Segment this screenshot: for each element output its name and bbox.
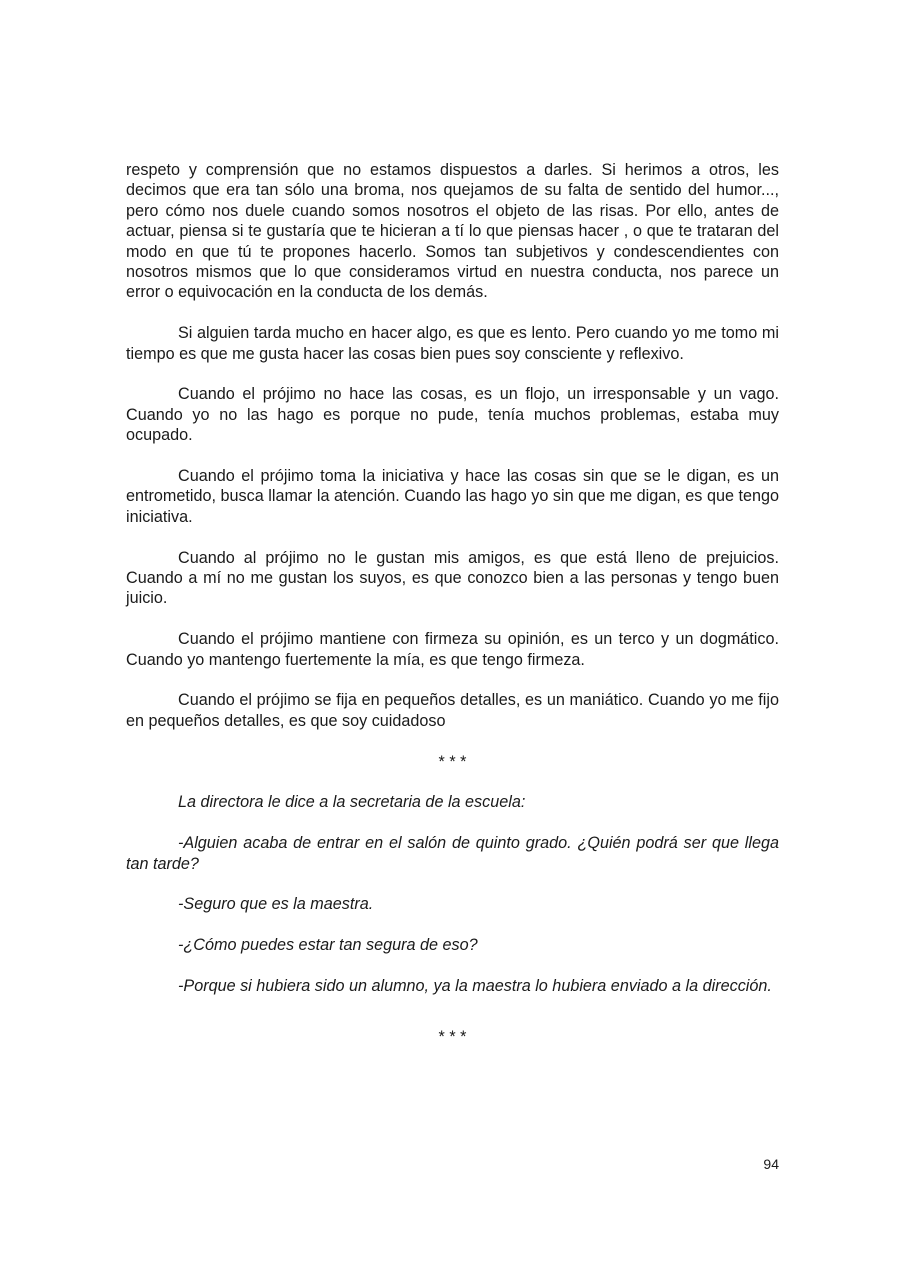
joke-intro: La directora le dice a la secretaria de la escuela:	[178, 793, 526, 812]
joke-punchline: -Porque si hubiera sido un alumno, ya la maestra lo hubiera enviado a la dirección.	[178, 977, 772, 996]
section-divider-end: * * *	[438, 1028, 467, 1047]
joke-line: -Alguien acaba de entrar en el salón de quinto grado. ¿Quién podrá ser que llega tan tarde?	[126, 834, 779, 873]
body-text	[126, 160, 779, 1068]
joke-line: -Seguro que es la maestra.	[178, 895, 374, 914]
paragraph-lazy: Cuando el prójimo no hace las cosas, es un flojo, un irresponsable y un vago. Cuando yo no las hago es porque no pude, tenía muchos problemas, estaba muy ocupado.	[126, 385, 779, 445]
page-number: 94	[763, 1156, 779, 1172]
section-divider: * * *	[438, 752, 467, 771]
paragraph-firmness: Cuando el prójimo mantiene con firmeza su opinión, es un terco y un dogmático. Cuando yo mantengo fuertemente la mía, es que tengo firmeza.	[126, 630, 779, 669]
paragraph-initiative: Cuando el prójimo toma la iniciativa y hace las cosas sin que se le digan, es un entrometido, busca llamar la atención. Cuando las hago yo sin que me digan, es que tengo iniciativa.	[126, 467, 779, 526]
paragraph-friends: Cuando al prójimo no le gustan mis amigos, es que está lleno de prejuicios. Cuando a mí no me gustan los suyos, es que conozco bien a las personas y tengo buen juicio.	[126, 548, 779, 608]
paragraph-slow: Si alguien tarda mucho en hacer algo, es que es lento. Pero cuando yo me tomo mi tiempo es que me gusta hacer las cosas bien pues soy consciente y reflexivo.	[126, 324, 779, 363]
paragraph-details: Cuando el prójimo se fija en pequeños detalles, es un maniático. Cuando yo me fijo en pequeños detalles, es que soy cuidadoso	[126, 691, 779, 730]
paragraph-continuation: respeto y comprensión que no estamos dispuestos a darles. Si herimos a otros, les decimos que era tan sólo una broma, nos quejamos de su falta de sentido del humor..., pero cómo nos duele cuando somos nosotros el objeto de las risas. Por ello, antes de actuar, piensa si te gustaría que te hicieran a tí lo que piensas hacer , o que te trataran del modo en que tú te propones hacerlo. Somos tan subjetivos y condescendientes con nosotros mismos que lo que consideramos virtud en nuestra conducta, nos parece un error o equivocación en la conducta de los demás.	[126, 161, 779, 302]
joke-line: -¿Cómo puedes estar tan segura de eso?	[178, 936, 478, 955]
